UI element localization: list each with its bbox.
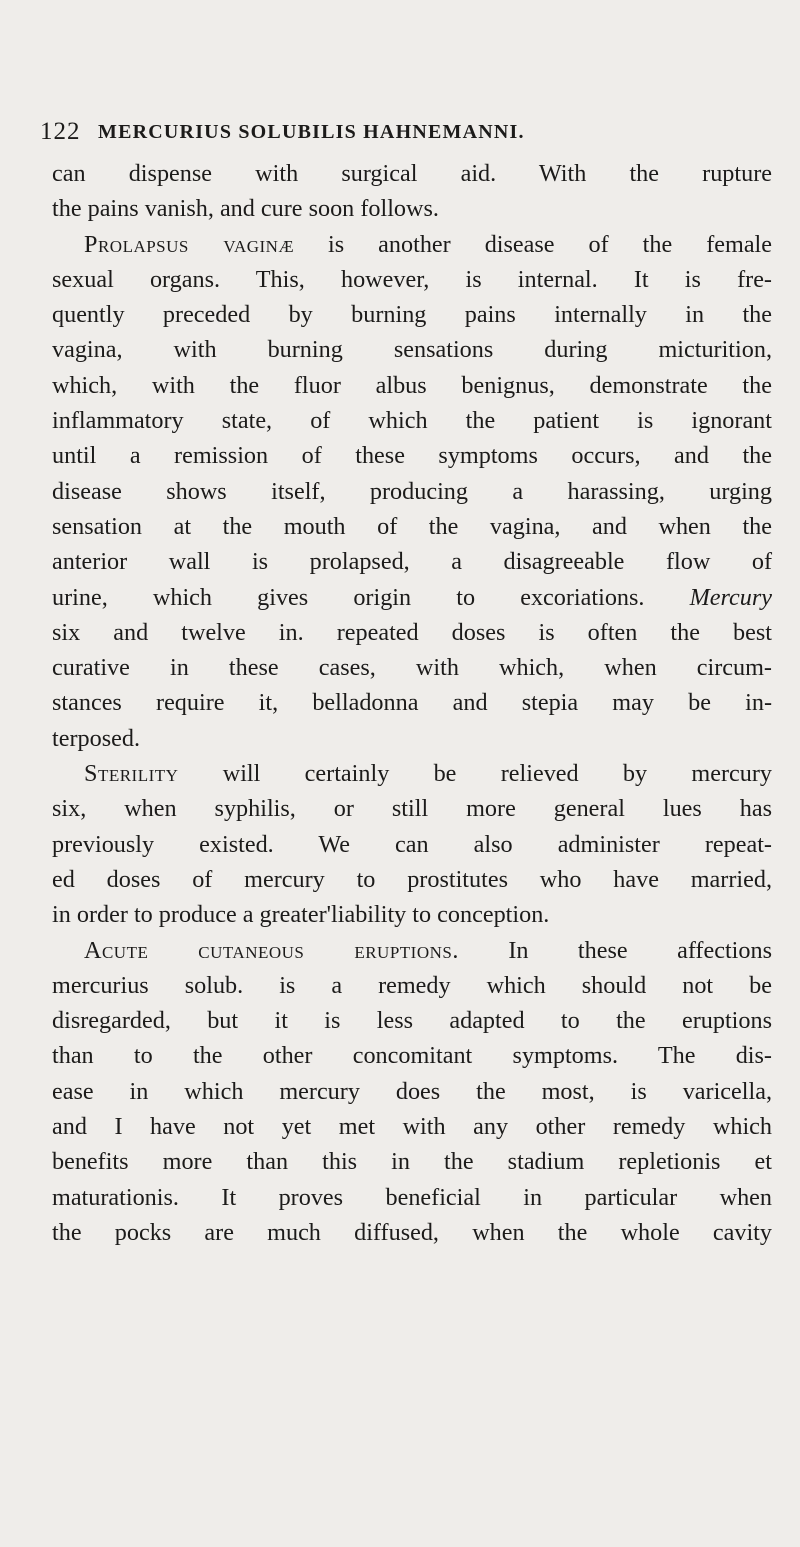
text-line: in order to produce a greater'liability to conception. [52, 901, 550, 929]
running-header [40, 118, 760, 148]
text-line: benefits more than this in the stadium repletionis et [52, 1148, 772, 1176]
text-line: Acute cutaneous eruptions. In these affections [84, 936, 772, 964]
text-line: six and twelve in. repeated doses is often the best [52, 618, 772, 646]
section-heading-sterility: Sterility [84, 760, 179, 788]
italic-term-mercury: Mercury [689, 583, 772, 611]
text-line: vagina, with burning sensations during micturition, [52, 336, 772, 364]
text-line: disregarded, but it is less adapted to the eruptions [52, 1007, 772, 1035]
text-line: Prolapsus vaginæ is another disease of the female [84, 230, 773, 258]
text-line: which, with the fluor albus benignus, demonstrate the [52, 371, 772, 399]
running-title: MERCURIUS SOLUBILIS HAHNEMANNI. [98, 121, 525, 143]
text-line: previously existed. We can also administer repeat- [52, 830, 772, 858]
section-heading-prolapsus: Prolapsus vaginæ [84, 230, 295, 258]
page-number: 122 [40, 118, 81, 145]
text-line: maturationis. It proves beneficial in particular when [52, 1183, 772, 1211]
text-line: disease shows itself, producing a harassing, urging [52, 477, 772, 505]
text-line: urine, which gives origin to excoriations. Mercury [52, 583, 772, 611]
text-line: sensation at the mouth of the vagina, and when the [52, 512, 772, 540]
text-line: ed doses of mercury to prostitutes who have married, [52, 865, 772, 893]
text-line: and I have not yet met with any other remedy which [52, 1113, 772, 1141]
text-line: the pains vanish, and cure soon follows. [52, 195, 439, 223]
text-line: anterior wall is prolapsed, a disagreeable flow of [52, 548, 772, 576]
text-line: can dispense with surgical aid. With the rupture [52, 160, 772, 187]
text-line: quently preceded by burning pains internally in the [52, 301, 772, 329]
text-line: terposed. [52, 724, 140, 752]
section-heading-acute-cutaneous-eruptions: Acute cutaneous eruptions. [84, 936, 459, 964]
body-text [52, 156, 772, 1250]
text-line: six, when syphilis, or still more general lues has [52, 795, 772, 823]
text-line: inflammatory state, of which the patient is ignorant [52, 407, 772, 435]
text-line: mercurius solub. is a remedy which should not be [52, 971, 772, 999]
text-line: the pocks are much diffused, when the whole cavity [52, 1218, 772, 1246]
text-line: ease in which mercury does the most, is varicella, [52, 1077, 772, 1105]
text-line: sexual organs. This, however, is internal. It is fre- [52, 265, 772, 293]
text-line: curative in these cases, with which, when circum- [52, 654, 772, 682]
text-line: Sterility will certainly be relieved by mercury [84, 760, 772, 788]
text-line: until a remission of these symptoms occurs, and the [52, 442, 772, 470]
text-line: than to the other concomitant symptoms. The dis- [52, 1042, 772, 1070]
text-line: stances require it, belladonna and stepia may be in- [52, 689, 772, 717]
